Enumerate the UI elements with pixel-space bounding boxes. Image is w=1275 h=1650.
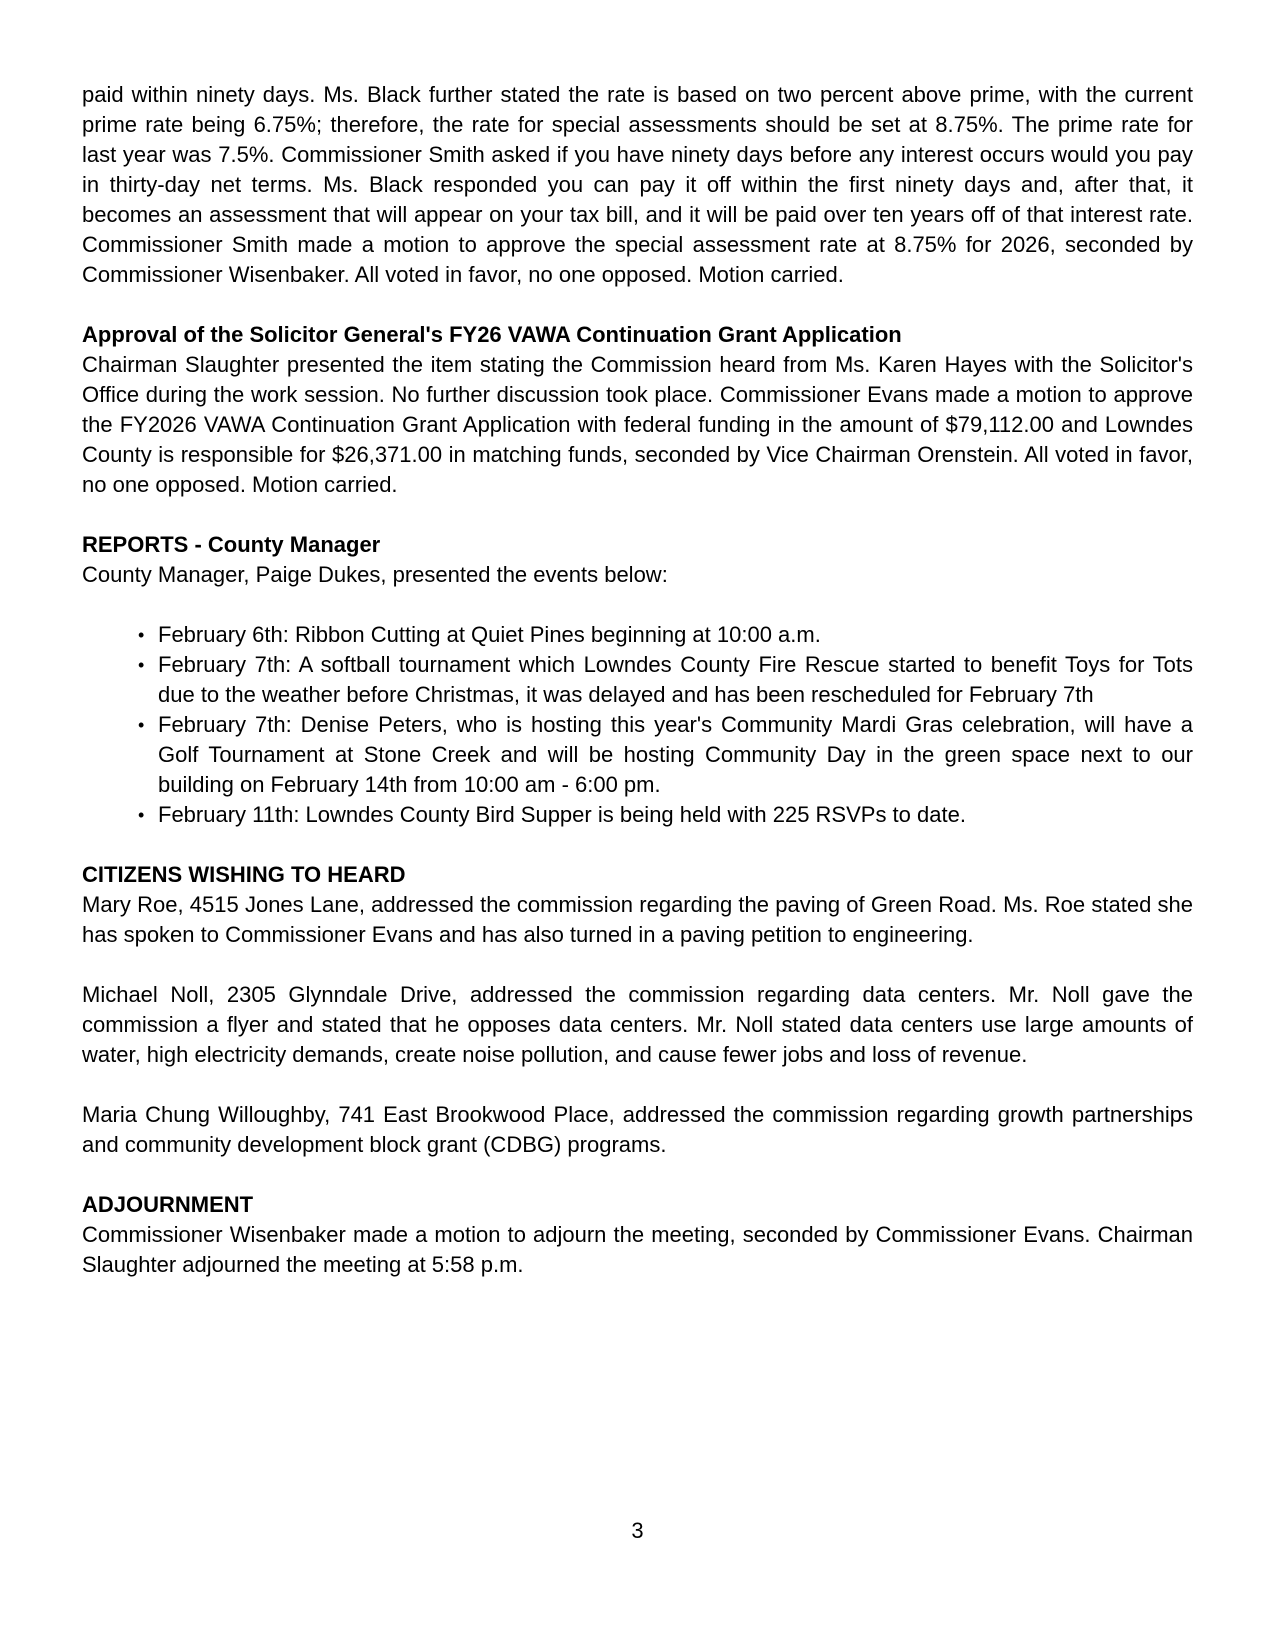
paragraph-county-manager-intro: County Manager, Paige Dukes, presented the events below: xyxy=(82,562,668,587)
list-item-event-ribbon-cutting: • February 6th: Ribbon Cutting at Quiet Pines beginning at 10:00 a.m. xyxy=(82,620,1193,650)
paragraph-citizen-maria-willoughby: Maria Chung Willoughby, 741 East Brookwood Place, addressed the commission regarding growth partnerships and community development block grant (CDBG) programs. xyxy=(82,1102,1193,1157)
section-vawa-grant xyxy=(82,320,1193,500)
list-item-event-mardi-gras: • February 7th: Denise Peters, who is hosting this year's Community Mardi Gras celebration, will have a Golf Tournament at Stone Creek and will be hosting Community Day in the green space next to our building on February 14th from 10:00 am - 6:00 pm. xyxy=(82,710,1193,800)
section-reports-county-manager xyxy=(82,530,1193,830)
paragraph-adjournment: Commissioner Wisenbaker made a motion to adjourn the meeting, seconded by Commissioner Evans. Chairman Slaughter adjourned the meeting at 5:58 p.m. xyxy=(82,1222,1193,1277)
paragraph-continued-special-assessment: paid within ninety days. Ms. Black further stated the rate is based on two percent above prime, with the current prime rate being 6.75%; therefore, the rate for special assessments should be set at 8.75%. The prime rate for last year was 7.5%. Commissioner Smith asked if you have ninety days before any interest occurs would you pay in thirty-day net terms. Ms. Black responded you can pay it off within the first ninety days and, after that, it becomes an assessment that will appear on your tax bill, and it will be paid over ten years off of that interest rate. Commissioner Smith made a motion to approve the special assessment rate at 8.75% for 2026, seconded by Commissioner Wisenbaker. All voted in favor, no one opposed. Motion carried. xyxy=(82,82,1193,287)
page-number: 3 xyxy=(631,1518,644,1543)
page-content xyxy=(82,80,1193,1310)
section-heading-adjournment: ADJOURNMENT xyxy=(82,1192,254,1217)
paragraph-citizen-michael-noll: Michael Noll, 2305 Glynndale Drive, addressed the commission regarding data centers. Mr. Noll gave the commission a flyer and stated that he opposes data centers. Mr. Noll stated data centers use large amounts of water, high electricity demands, create noise pollution, and cause fewer jobs and loss of revenue. xyxy=(82,982,1193,1067)
section-adjournment xyxy=(82,1190,1193,1280)
list-item-event-bird-supper: • February 11th: Lowndes County Bird Supper is being held with 225 RSVPs to date. xyxy=(82,800,1193,830)
events-list xyxy=(82,620,1193,830)
section-heading-citizens-wishing-to-heard: CITIZENS WISHING TO HEARD xyxy=(82,862,406,887)
paragraph-citizen-mary-roe: Mary Roe, 4515 Jones Lane, addressed the commission regarding the paving of Green Road. Ms. Roe stated she has spoken to Commissioner Evans and has also turned in a paving petition to engineering. xyxy=(82,892,1193,947)
list-item-event-softball-tournament: • February 7th: A softball tournament which Lowndes County Fire Rescue started to benefit Toys for Tots due to the weather before Christmas, it was delayed and has been rescheduled for February 7th xyxy=(82,650,1193,710)
section-heading-vawa-grant: Approval of the Solicitor General's FY26 VAWA Continuation Grant Application xyxy=(82,322,902,347)
paragraph-vawa-grant: Chairman Slaughter presented the item stating the Commission heard from Ms. Karen Hayes with the Solicitor's Office during the work session. No further discussion took place. Commissioner Evans made a motion to approve the FY2026 VAWA Continuation Grant Application with federal funding in the amount of $79,112.00 and Lowndes County is responsible for $26,371.00 in matching funds, seconded by Vice Chairman Orenstein. All voted in favor, no one opposed. Motion carried. xyxy=(82,352,1193,497)
section-heading-reports-county-manager: REPORTS - County Manager xyxy=(82,532,381,557)
section-citizens-wishing-to-heard xyxy=(82,860,1193,1160)
